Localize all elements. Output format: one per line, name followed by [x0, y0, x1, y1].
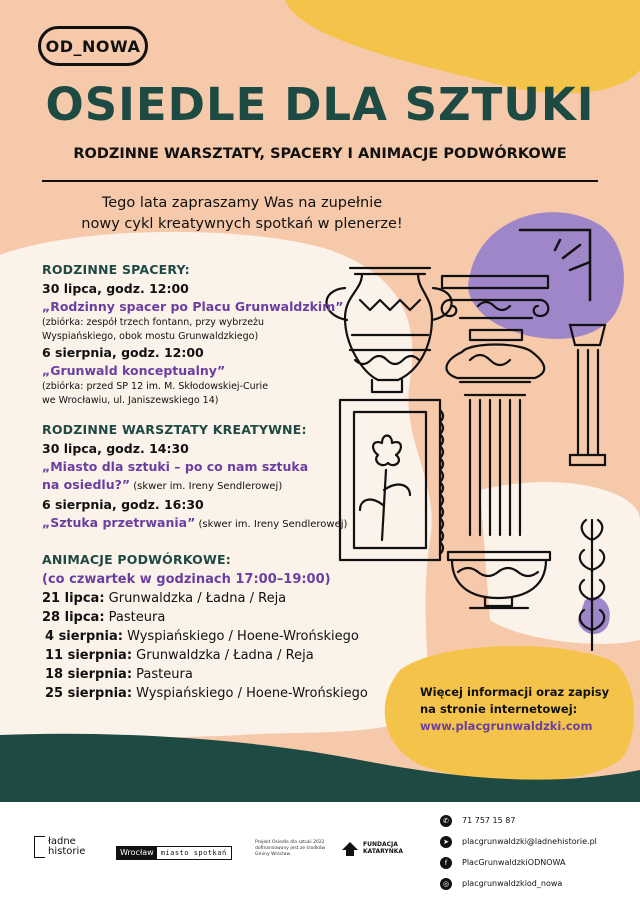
project-note-line: Projekt Osiedle dla sztuki 2022: [255, 840, 325, 845]
project-note: [255, 840, 325, 858]
animation-schedule: [42, 589, 402, 703]
logo-ladne-text: ładne: [48, 836, 76, 847]
footer: [0, 802, 640, 900]
event-date: 30 lipca, godz. 12:00: [42, 281, 189, 296]
logo-wroclaw-subtext: miasto spotkań: [160, 849, 227, 857]
logo-katarynka: [340, 838, 403, 858]
logo-ladne-bracket: [34, 836, 45, 858]
event-title: na osiedlu?”: [42, 477, 131, 492]
logo-ladne-text: historie: [48, 846, 86, 857]
schedule-date: 25 sierpnia:: [45, 686, 133, 701]
katarynka-icon: [340, 838, 360, 858]
event-title: „Miasto dla sztuki – po co nam sztuka: [42, 459, 309, 474]
event-date: 30 lipca, godz. 14:30: [42, 441, 189, 456]
logo-wroclaw: [116, 846, 232, 860]
contact-list: [440, 810, 640, 894]
event-date: 6 sierpnia, godz. 16:30: [42, 497, 204, 512]
contact-text: placgrunwaldzkiod_nowa: [462, 879, 563, 888]
event-title-row: [42, 514, 402, 534]
schedule-place: Wyspiańskiego / Hoene-Wrońskiego: [132, 686, 368, 701]
section-heading-warsztaty: RODZINNE WARSZTATY KREATYWNE:: [42, 422, 307, 437]
contact-text: placgrunwaldzki@ladnehistorie.pl: [462, 837, 597, 846]
logo-ladne-historie: [34, 836, 85, 858]
section-heading-spacery: RODZINNE SPACERY:: [42, 262, 190, 277]
contact-text: PlacGrunwaldzkiODNOWA: [462, 858, 566, 867]
event-place: (skwer im. Ireny Sendlerowej): [130, 481, 283, 492]
schedule-row: [42, 646, 402, 665]
subtitle: RODZINNE WARSZTATY, SPACERY I ANIMACJE PODWÓRKOWE: [73, 146, 567, 162]
intro-line: Tego lata zapraszamy Was na zupełnie: [101, 195, 383, 211]
divider: [42, 180, 598, 182]
schedule-place: Pasteura: [104, 610, 166, 625]
page-title: OSIEDLE DLA SZTUKI: [45, 78, 595, 131]
schedule-place: Grunwaldzka / Ładna / Reja: [104, 591, 287, 606]
section-heading-animacje: ANIMACJE PODWÓRKOWE:: [42, 552, 231, 567]
contact-item[interactable]: [440, 831, 640, 852]
thin-column-drawing: [570, 325, 605, 465]
more-info-line: na stronie internetowej:: [420, 702, 578, 716]
schedule-row: [42, 627, 402, 646]
facebook-icon: f: [440, 857, 452, 869]
project-note-line: Gminy Wrocław.: [255, 852, 292, 857]
event-title: „Grunwald konceptualny”: [42, 363, 226, 378]
logo-katarynka-text: FUNDACJA: [363, 841, 398, 848]
event-title: „Sztuka przetrwania”: [42, 515, 196, 530]
schedule-note: (co czwartek w godzinach 17:00–19:00): [42, 572, 331, 587]
intro-line: nowy cykl kreatywnych spotkań w plenerze!: [81, 216, 403, 232]
schedule-date: 21 lipca:: [42, 591, 105, 606]
event-date: 6 sierpnia, godz. 12:00: [42, 345, 204, 360]
logo-katarynka-text: KATARYNKA: [363, 848, 404, 855]
schedule-place: Wyspiańskiego / Hoene-Wrońskiego: [122, 629, 359, 644]
schedule-date: 11 sierpnia:: [45, 648, 133, 663]
more-info-line: Więcej informacji oraz zapisy: [420, 685, 610, 699]
more-info: [420, 684, 610, 735]
schedule-place: Pasteura: [132, 667, 193, 682]
contact-text: 71 757 15 87: [462, 816, 516, 825]
contact-item[interactable]: [440, 873, 640, 894]
website-link[interactable]: www.placgrunwaldzki.com: [420, 719, 593, 733]
schedule-row: [42, 589, 402, 608]
program: [42, 262, 402, 703]
instagram-icon: ◎: [440, 878, 452, 890]
event-note: Wyspiańskiego, obok mostu Grunwaldzkiego): [42, 331, 259, 342]
event-note: (zbiórka: zespół trzech fontann, przy wybrzeżu: [42, 317, 265, 328]
intro-text: [42, 193, 442, 235]
schedule-date: 28 lipca:: [42, 610, 105, 625]
schedule-row: [42, 665, 402, 684]
schedule-row: [42, 684, 402, 703]
schedule-date: 4 sierpnia:: [45, 629, 123, 644]
contact-item[interactable]: [440, 852, 640, 873]
schedule-date: 18 sierpnia:: [45, 667, 133, 682]
brand-pill: OD_NOWA: [38, 26, 148, 66]
logo-wroclaw-text: Wrocław: [117, 847, 157, 859]
schedule-place: Grunwaldzka / Ładna / Reja: [132, 648, 314, 663]
project-note-line: dofinansowany jest ze środków: [255, 846, 326, 851]
event-title: „Rodzinny spacer po Placu Grunwaldzkim”: [42, 299, 344, 314]
white-blob-right: [480, 482, 640, 644]
event-title-line2: [42, 476, 402, 496]
send-icon: ➤: [440, 836, 452, 848]
event-place: (skwer im. Ireny Sendlerowej): [195, 519, 348, 530]
event-note: we Wrocławiu, ul. Janiszewskiego 14): [42, 395, 219, 406]
contact-item[interactable]: [440, 810, 640, 831]
phone-icon: ✆: [440, 815, 452, 827]
schedule-row: [42, 608, 402, 627]
event-note: (zbiórka: przed SP 12 im. M. Skłodowskiej-Curie: [42, 381, 269, 392]
